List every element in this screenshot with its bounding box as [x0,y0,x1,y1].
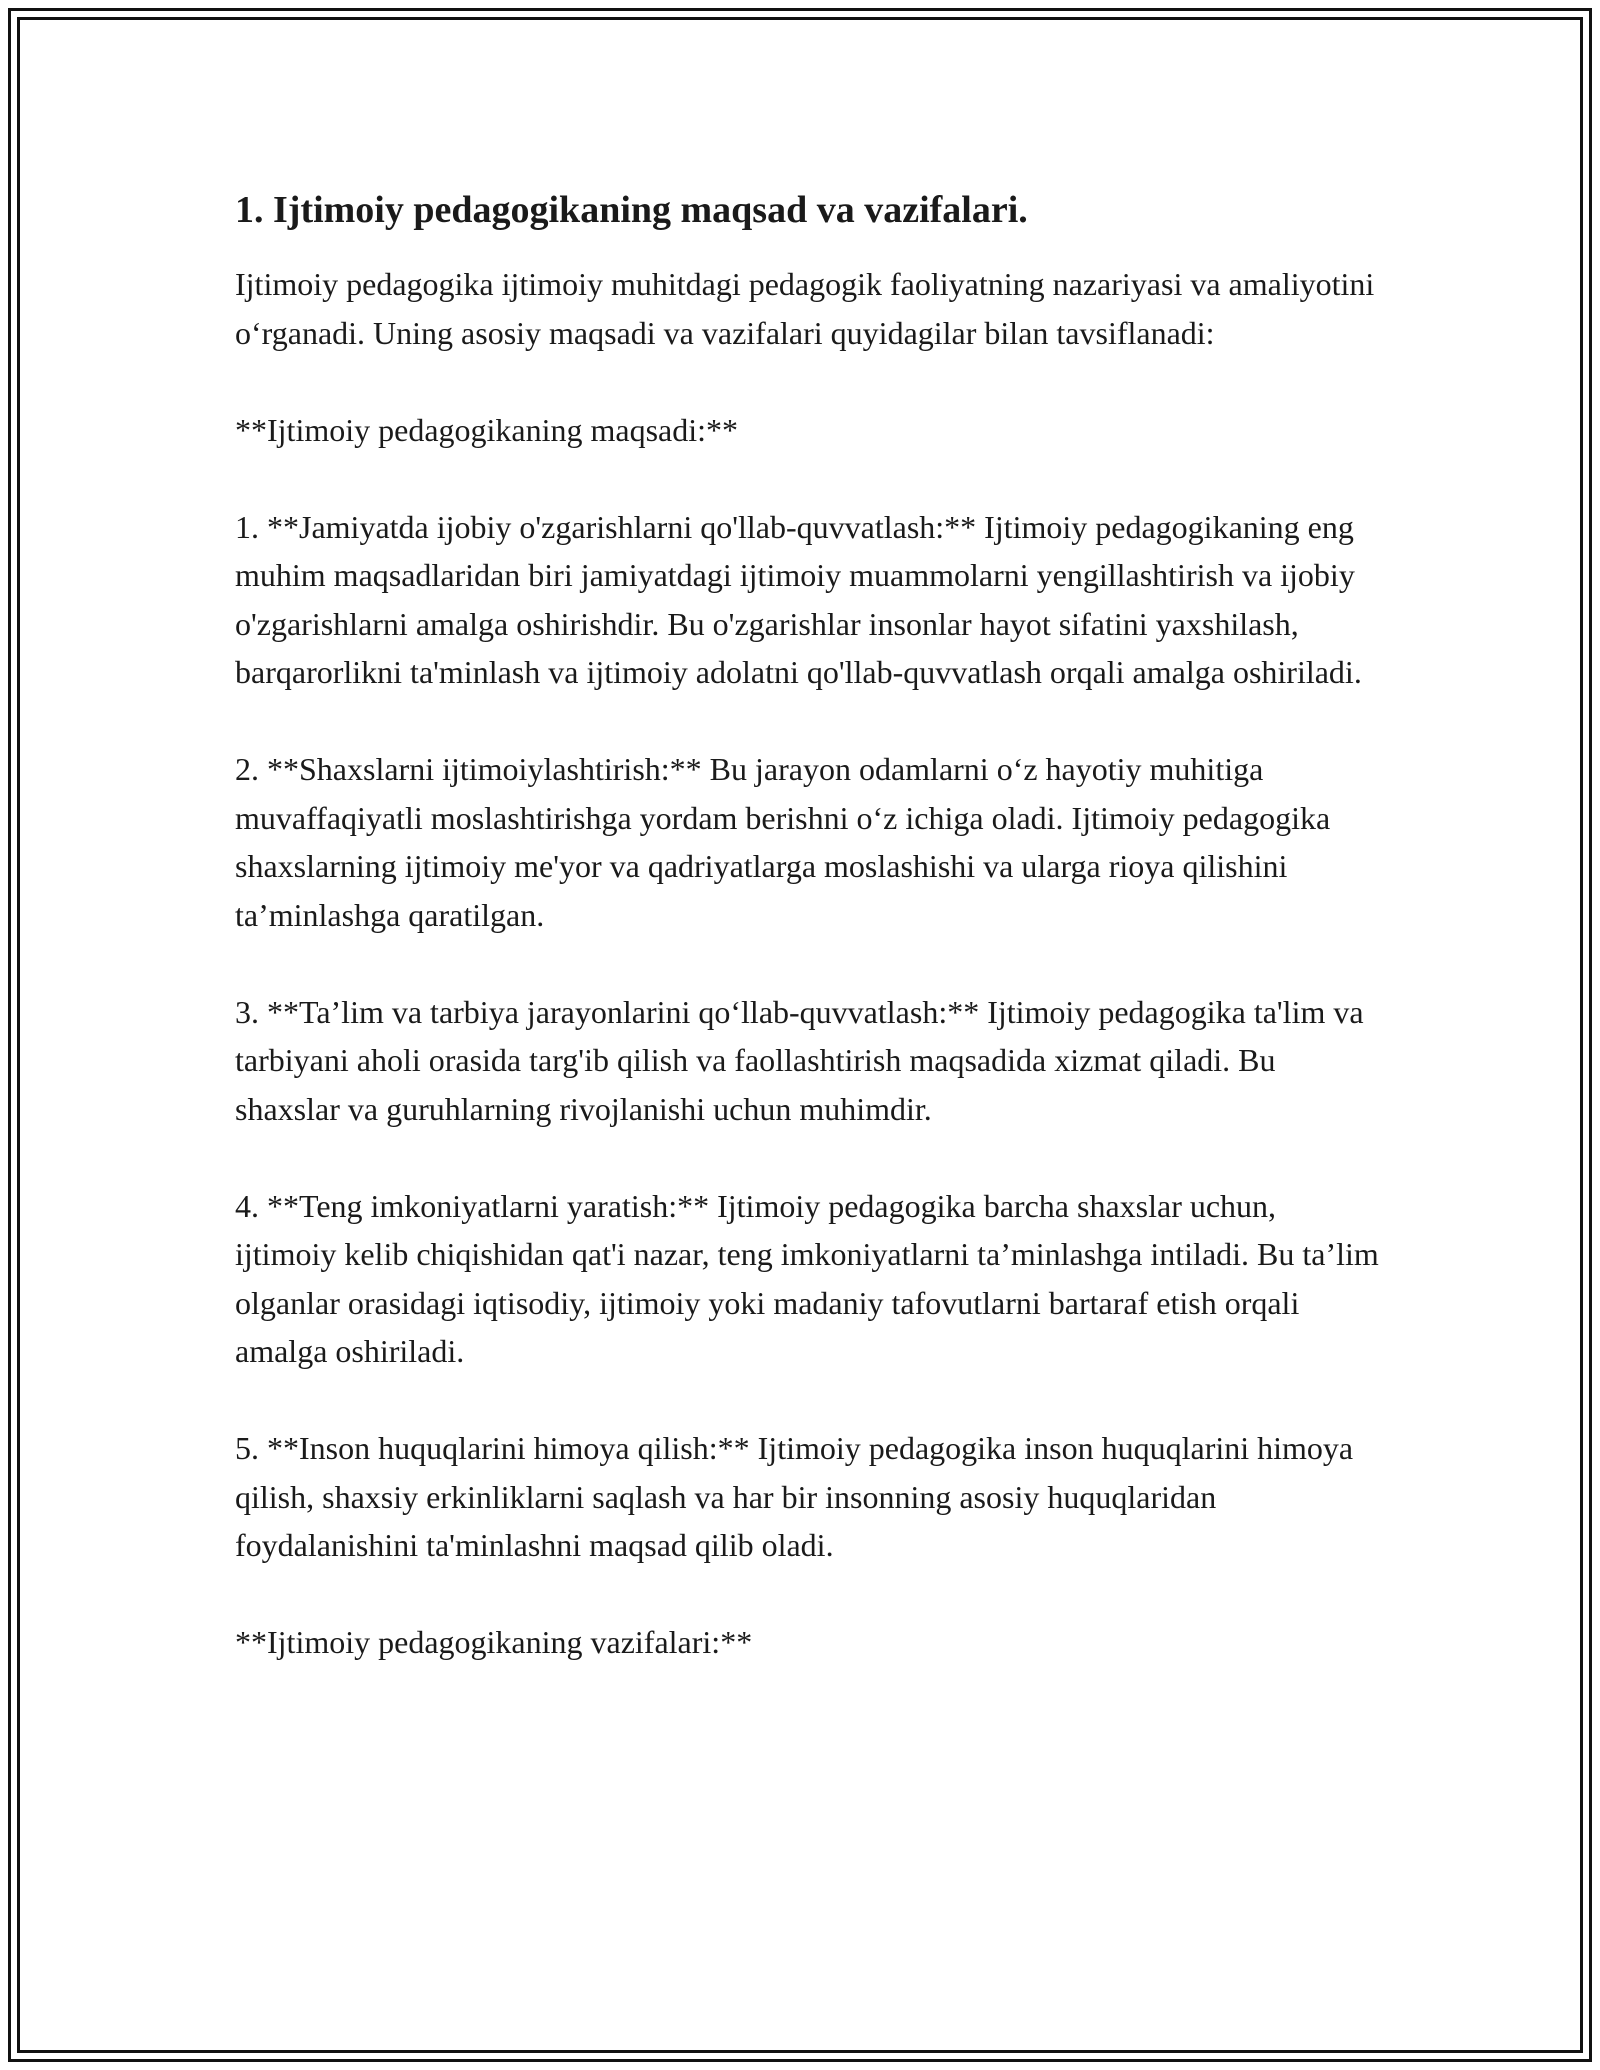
intro-paragraph: Ijtimoiy pedagogika ijtimoiy muhitdagi pedagogik faoliyatning nazariyasi va amaliyotini o‘rganadi. Uning asosiy maqsadi va vazifalari quyidagilar bilan tavsiflanadi: [235,266,1375,351]
goal-item-3: 3. **Ta’lim va tarbiya jarayonlarini qo‘llab-quvvatlash:** Ijtimoiy pedagogika ta'lim va tarbiyani aholi orasida targ'ib qilish va faollashtirish maqsadida xizmat qiladi. Bu shaxslar va guruhlarning rivojlanishi uchun muhimdir. [235,993,1364,1127]
goals-subheading: **Ijtimoiy pedagogikaning maqsadi:** [235,411,739,448]
document-heading: 1. Ijtimoiy pedagogikaning maqsad va vazifalari. [235,189,1028,231]
goal-item-2: 2. **Shaxslarni ijtimoiylashtirish:** Bu jarayon odamlarni o‘z hayotiy muhitiga muvaffaqiyatli moslashtirishga yordam berishni o‘z ichiga oladi. Ijtimoiy pedagogika shaxslarning ijtimoiy me'yor va qadriyatlarga moslashishi va ularga rioya qilishini ta’minlashga qaratilgan. [235,751,1331,933]
document-body [235,186,1385,1715]
goal-item-4: 4. **Teng imkoniyatlarni yaratish:** Ijtimoiy pedagogika barcha shaxslar uchun, ijtimoiy kelib chiqishidan qat'i nazar, teng imkoniyatlarni ta’minlashga intiladi. Bu ta’lim olganlar orasidagi iqtisodiy, ijtimoiy yoki madaniy tafovutlarni bartaraf etish orqali amalga oshiriladi. [235,1187,1379,1369]
goal-item-5: 5. **Inson huquqlarini himoya qilish:** Ijtimoiy pedagogika inson huquqlarini himoya qilish, shaxsiy erkinliklarni saqlash va har bir insonning asosiy huquqlaridan foydalanishini ta'minlashni maqsad qilib oladi. [235,1430,1354,1563]
tasks-subheading: **Ijtimoiy pedagogikaning vazifalari:** [235,1624,753,1660]
goal-item-1: 1. **Jamiyatda ijobiy o'zgarishlarni qo'llab-quvvatlash:** Ijtimoiy pedagogikaning eng muhim maqsadlaridan biri jamiyatdagi ijtimoiy muammolarni yengillashtirish va ijobiy o'zgarishlarni amalga oshirishdir. Bu o'zgarishlar insonlar hayot sifatini yaxshilash, barqarorlikni ta'minlash va ijtimoiy adolatni qo'llab-quvvatlash orqali amalga oshiriladi. [235,508,1362,690]
